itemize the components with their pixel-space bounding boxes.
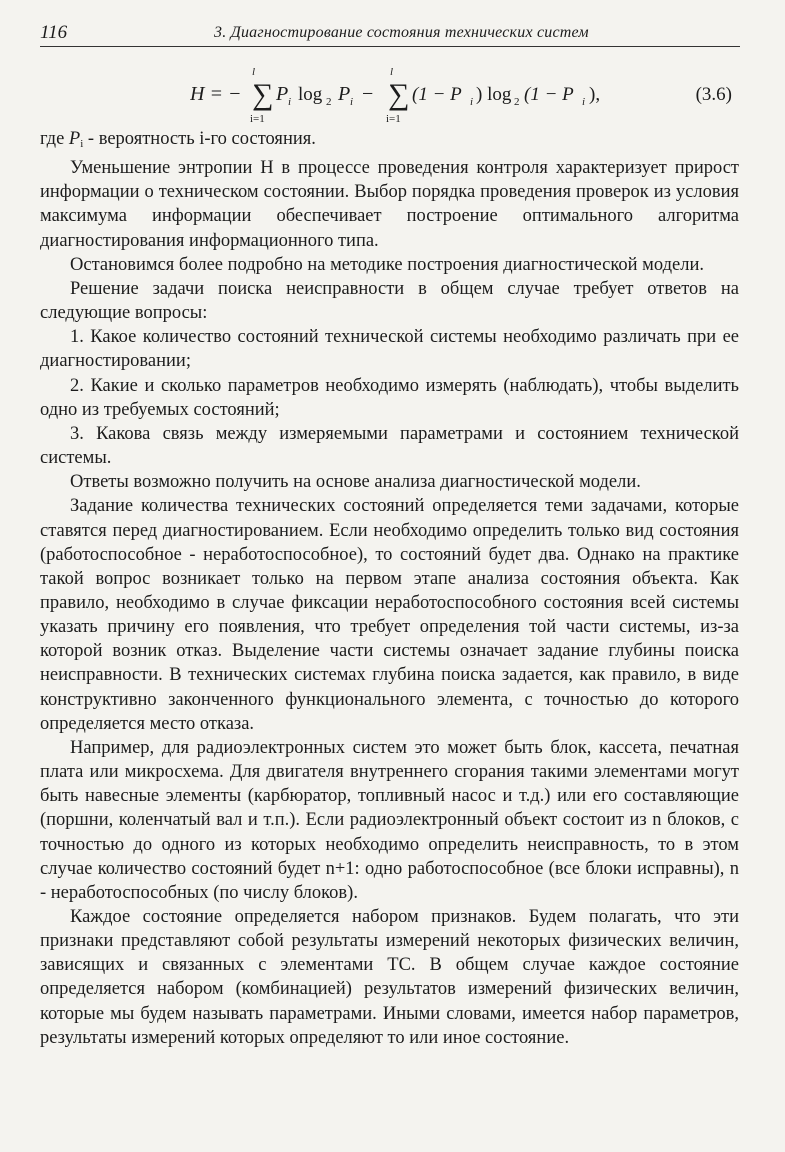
paragraph: Уменьшение энтропии Н в процессе проведения контроля характеризует прирост информации о техническом состоянии. Выбор порядка проведения проверок из условия максимума информации обеспечивает построение оптимального алгоритма диагностирования информационного типа. xyxy=(40,158,739,251)
sum2-sigma-icon: ∑ xyxy=(388,78,410,111)
formula-lhs: H = − xyxy=(190,83,242,105)
variable-p-subscript: i xyxy=(80,138,84,150)
explanation-prefix: где xyxy=(40,129,69,149)
log1-base: 2 xyxy=(326,96,332,108)
list-item: 1. Какое количество состояний технической системы необходимо различать при ее диагностировании; xyxy=(40,327,739,372)
paragraph: Задание количества технических состояний определяется теми задачами, которые ставятся перед диагностированием. Если необходимо определить только вид состояния (работоспособное - неработоспособное), то состояний будет два. Однако на практике такой вопрос возникает только на первом этапе анализа состояния объекта. Как правило, необходимо в случае фиксации неработоспособного состояния всей системы указать причину его появления, что требует определения той части системы, из-за которой возник отказ. Выделение части системы означает задание глубины поиска неисправности. В технических системах глубина поиска задается, как правило, в виде конструктивно законченного функционального элемента, с точностью до которого определяется место отказа. xyxy=(40,496,739,734)
explanation-suffix: - вероятность i-го состояния. xyxy=(83,129,316,149)
term-1-minus-p2: (1 − P xyxy=(524,84,574,105)
paragraph: Остановимся более подробно на методике построения диагностической модели. xyxy=(70,254,704,275)
term-p2: P xyxy=(338,83,351,105)
variable-p: P xyxy=(68,129,81,149)
paragraph: Решение задачи поиска неисправности в общем случае требует ответов на следующие вопросы: xyxy=(40,278,739,324)
term-p2-sub: i xyxy=(350,96,354,108)
sum1-upper: l xyxy=(252,66,256,78)
sum1-sigma-icon: ∑ xyxy=(252,78,274,111)
page-number: 116 xyxy=(40,22,68,43)
equation-number: (3.6) xyxy=(695,84,732,105)
list-item: 3. Какова связь между измеряемыми параметрами и состоянием технической системы. xyxy=(40,423,739,469)
term-1-minus-p: (1 − P xyxy=(412,84,462,105)
formula-explanation xyxy=(40,127,739,156)
paragraph: Каждое состояние определяется набором признаков. Будем полагать, что эти признаки представляют собой результаты измерений некоторых физических величин, зависящих и связанных с элементами ТС. В общем случае каждое состояние определяется набором (комбинацией) результатов измерений физических величин, которые мы будем называть параметрами. Иными словами, имеется набор параметров, результаты измерений которых определяют то или иное состояние. xyxy=(40,907,739,1048)
term-p1-sub: i xyxy=(288,96,292,108)
term-1-minus-p2-sub: i xyxy=(582,96,586,108)
formula-minus: − xyxy=(362,83,374,105)
entropy-formula xyxy=(40,60,740,128)
sum1-lower: i=1 xyxy=(250,113,265,125)
paragraph: Ответы возможно получить на основе анализа диагностической модели. xyxy=(70,472,641,493)
term-1-minus-p-sub: i xyxy=(470,96,474,108)
paragraph: Например, для радиоэлектронных систем это может быть блок, кассета, печатная плата или микросхема. Для двигателя внутреннего сгорания такими элементами могут быть навесные элементы (карбюратор, топливный насос и т.д.) или его составляющие (поршни, коленчатый вал и т.п.). Если радиоэлектронный объект состоит из n блоков, с точностью до одного из которых необходимо определить неисправность, то в этом случае количество состояний будет n+1: одно работоспособное (все блоки исправны), n - неработоспособных (по числу блоков). xyxy=(40,737,739,903)
sum2-lower: i=1 xyxy=(386,113,401,125)
log1: log xyxy=(298,84,323,105)
body-text xyxy=(40,127,739,1050)
page-header xyxy=(40,22,740,47)
sum2-upper: l xyxy=(390,66,394,78)
term-p1: P xyxy=(276,83,289,105)
running-title: 3. Диагностирование состояния технических систем xyxy=(214,24,589,41)
log2: ) log xyxy=(476,84,512,105)
list-item: 2. Какие и сколько параметров необходимо измерять (наблюдать), чтобы выделить одно из требуемых состояний; xyxy=(40,375,739,420)
log2-base: 2 xyxy=(514,96,520,108)
formula-graphic xyxy=(190,60,610,128)
formula-close: ), xyxy=(589,84,601,105)
